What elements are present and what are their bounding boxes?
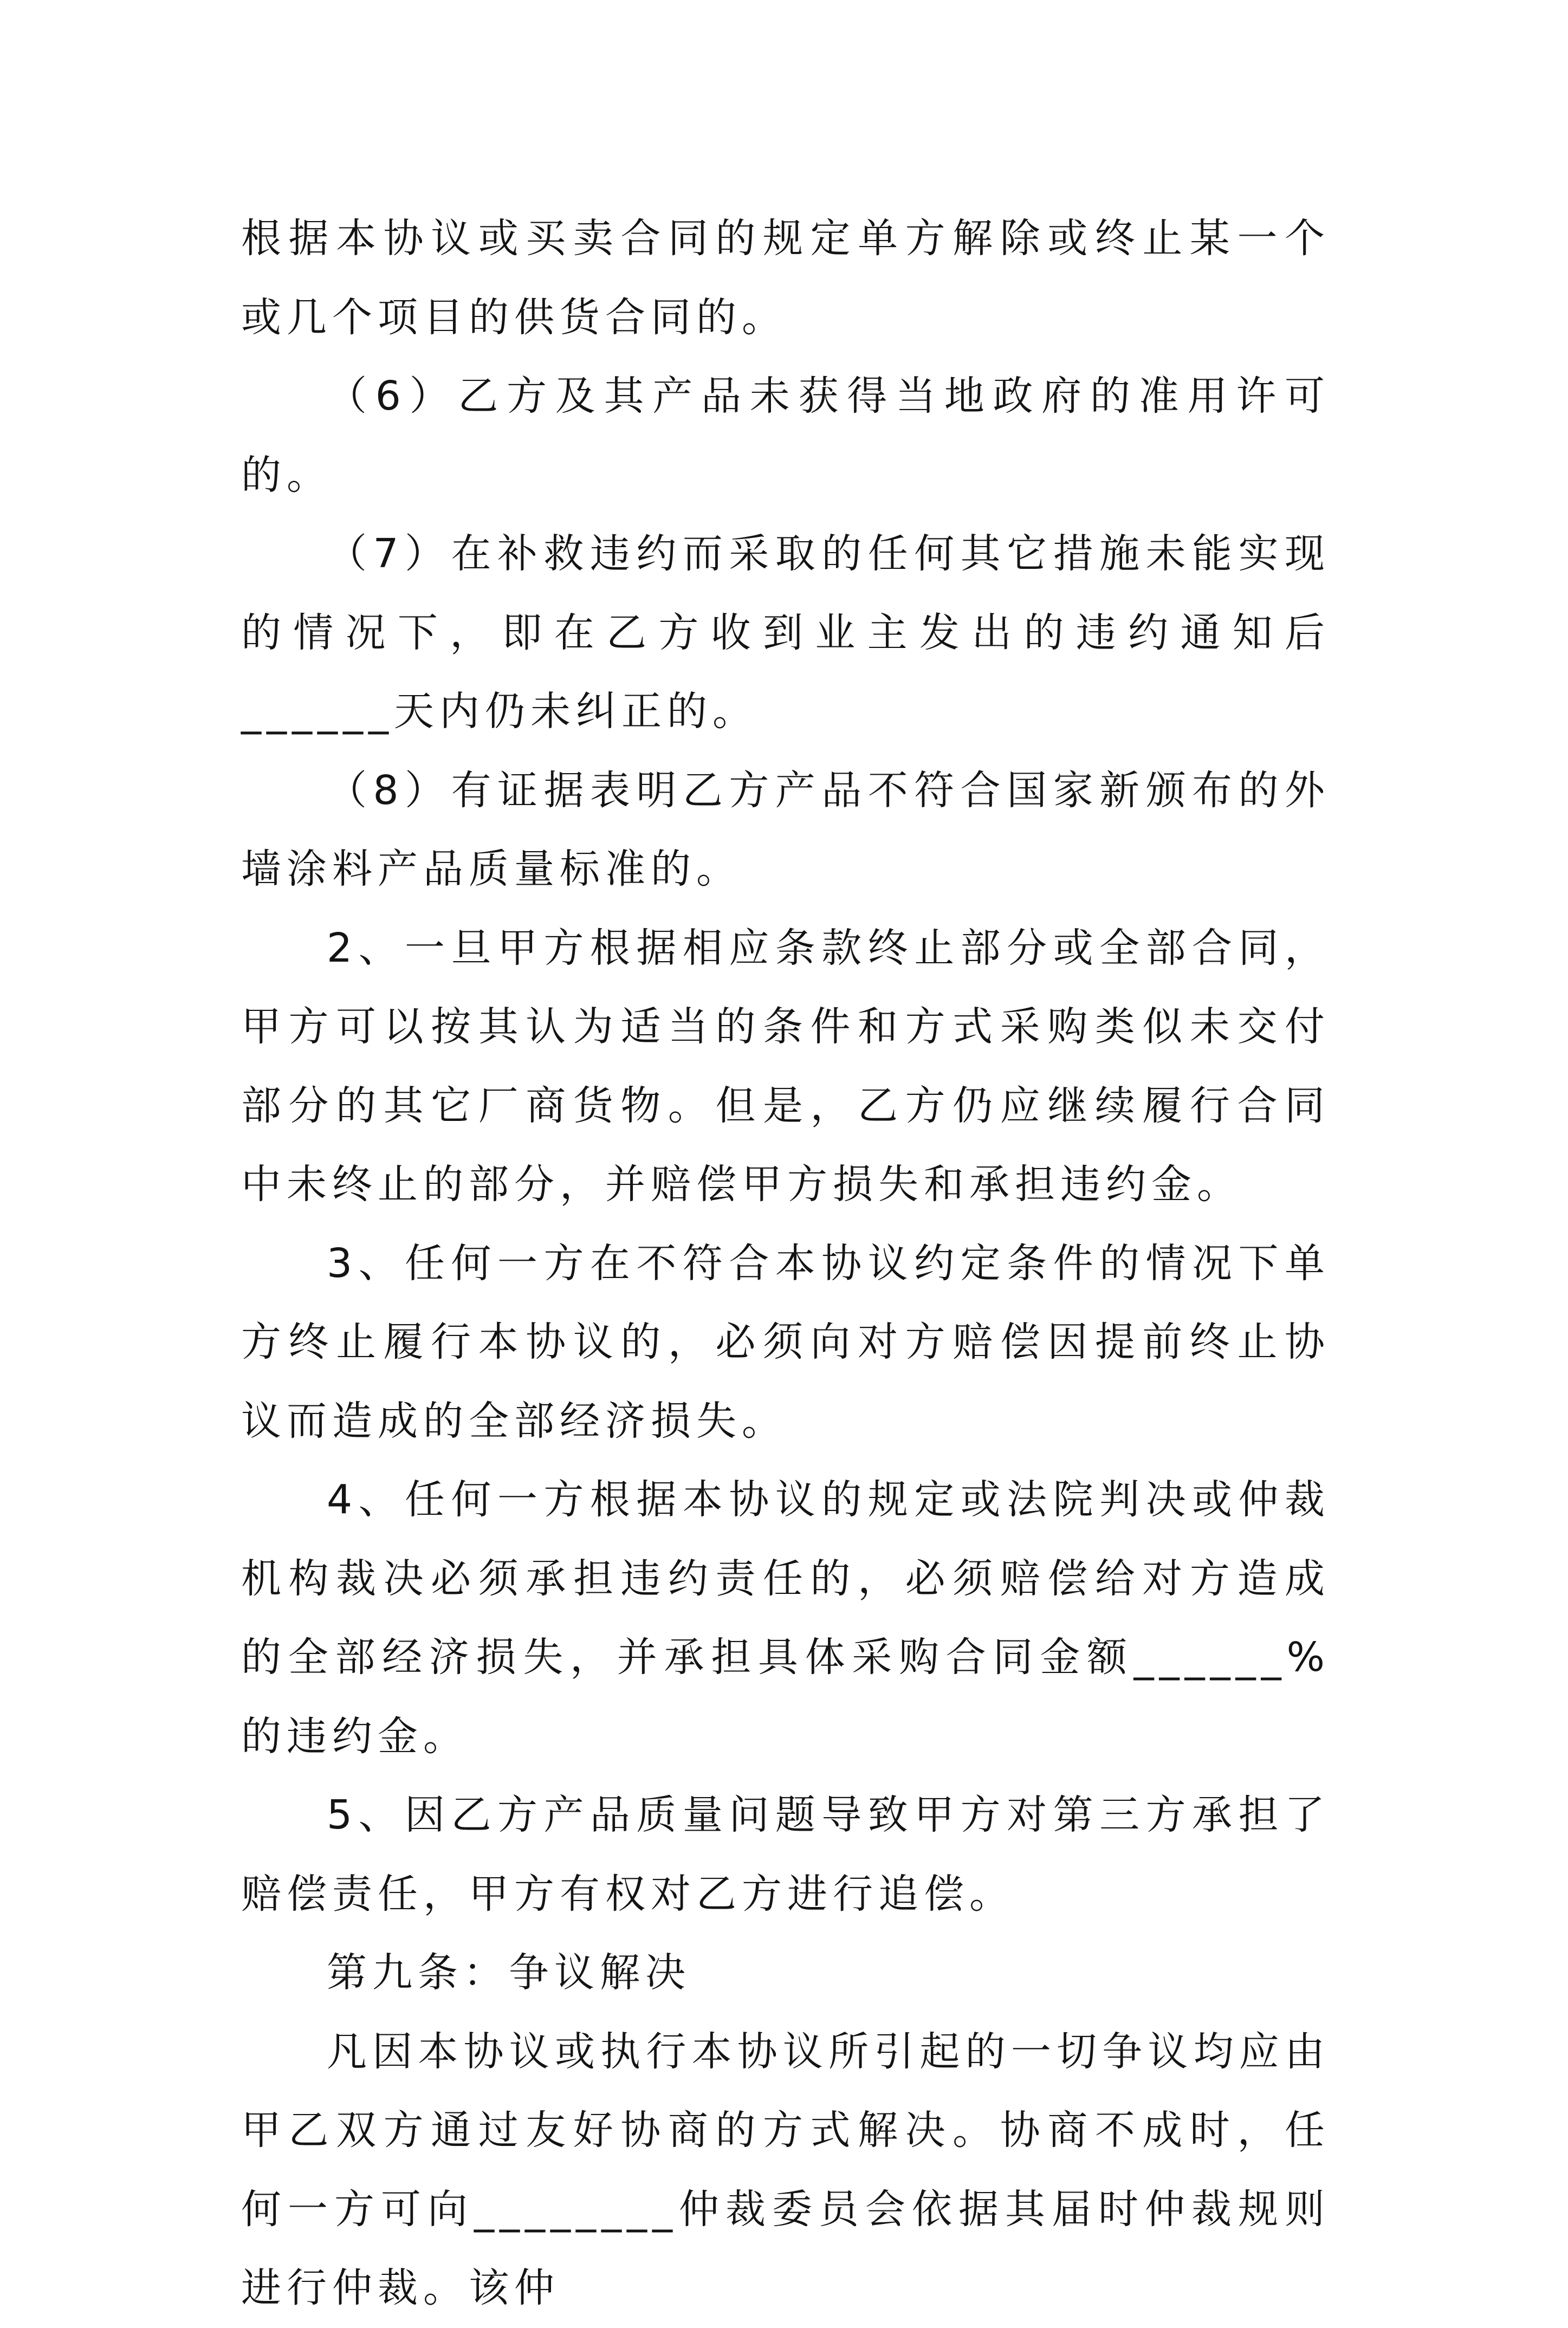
paragraph-item-4: 4、任何一方根据本协议的规定或法院判决或仲裁机构裁决必须承担违约责任的，必须赔偿给对方造成的全部经济损失，并承担具体采购合同金额______%的违约金。 xyxy=(241,1476,1330,1760)
paragraph-clause-7: （7）在补救违约而采取的任何其它措施未能实现的情况下，即在乙方收到业主发出的违约通知后______天内仍未纠正的。 xyxy=(241,530,1330,735)
contract-body xyxy=(241,199,1330,2328)
paragraph-clause-6: （6）乙方及其产品未获得当地政府的准用许可的。 xyxy=(241,373,1330,498)
paragraph-item-2: 2、一旦甲方根据相应条款终止部分或全部合同，甲方可以按其认为适当的条件和方式采购类似未交付部分的其它厂商货物。但是，乙方仍应继续履行合同中未终止的部分，并赔偿甲方损失和承担违约金。 xyxy=(241,924,1330,1208)
paragraph-item-3: 3、任何一方在不符合本协议约定条件的情况下单方终止履行本协议的，必须向对方赔偿因提前终止协议而造成的全部经济损失。 xyxy=(241,1240,1330,1444)
paragraph-dispute-resolution: 凡因本协议或执行本协议所引起的一切争议均应由甲乙双方通过友好协商的方式解决。协商不成时，任何一方可向________仲裁委员会依据其届时仲裁规则进行仲裁。该仲 xyxy=(241,2028,1330,2311)
section-heading-article-9: 第九条：争议解决 xyxy=(327,1949,691,1996)
paragraph-item-5: 5、因乙方产品质量问题导致甲方对第三方承担了赔偿责任，甲方有权对乙方进行追偿。 xyxy=(241,1792,1330,1917)
paragraph-continuation: 根据本协议或买卖合同的规定单方解除或终止某一个或几个项目的供货合同的。 xyxy=(241,215,1330,341)
paragraph-clause-8: （8）有证据表明乙方产品不符合国家新颁布的外墙涂料产品质量标准的。 xyxy=(241,767,1330,892)
